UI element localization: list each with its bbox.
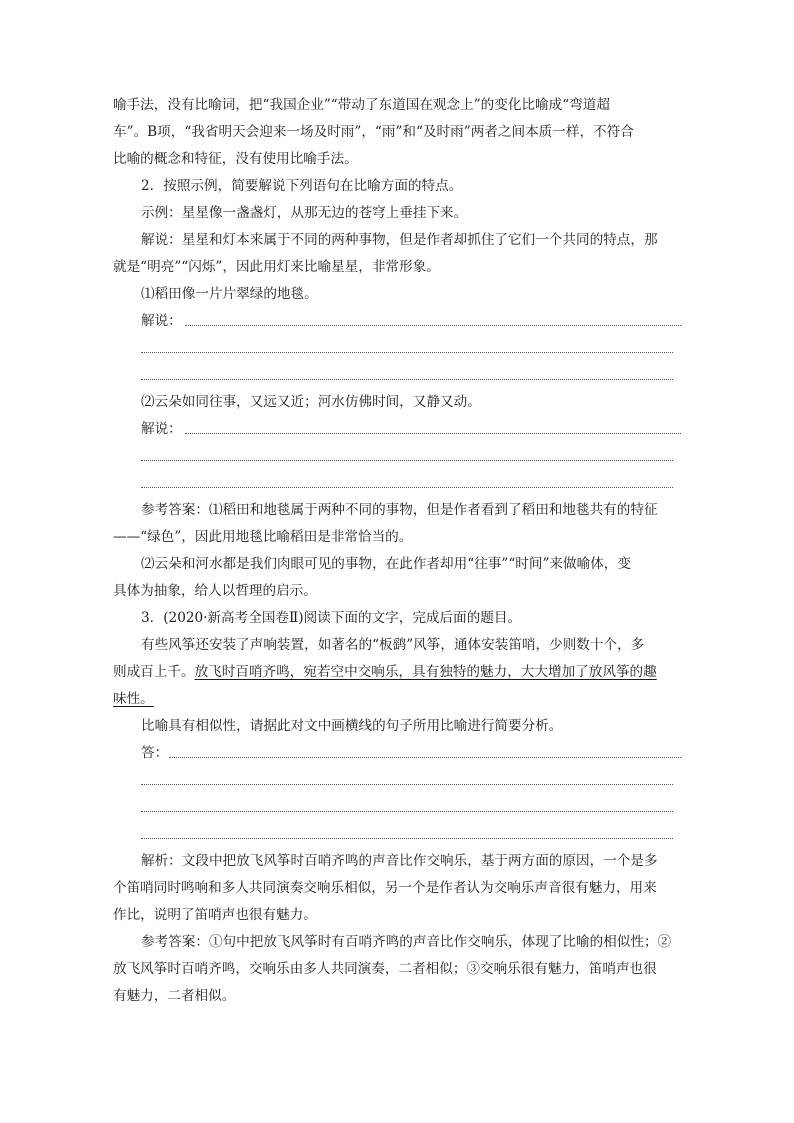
question-2-explanation-cont: 就是“明亮”“闪烁”，因此用灯来比喻星星，非常形象。 xyxy=(113,259,440,275)
answer-line[interactable] xyxy=(113,362,681,389)
question-3-passage-cont xyxy=(113,686,681,713)
question-3-passage: 有些风筝还安装了声响装置，如著名的“板鹞”风筝，通体安装笛哨，少则数十个，多 xyxy=(141,637,645,653)
question-3-title: 3．(2020·新高考全国卷Ⅱ)阅读下面的文字，完成后面的题目。 xyxy=(141,610,522,626)
question-2-answer-2: ⑵云朵和河水都是我们肉眼可见的事物，在此作者却用“往事”“时间”来做喻体，变 xyxy=(141,556,631,572)
answer-line[interactable] xyxy=(113,308,681,335)
answer-line[interactable] xyxy=(113,740,681,767)
dotted-rule xyxy=(185,325,681,326)
dotted-rule xyxy=(141,811,673,812)
dotted-rule xyxy=(141,838,673,839)
question-3-answer-cont: 有魅力，二者相似。 xyxy=(113,988,236,1004)
underlined-sentence: 味性。 xyxy=(113,691,154,707)
dotted-rule xyxy=(169,757,681,758)
answer-label: 解说： xyxy=(141,313,182,329)
passage-text: 则成百上千。 xyxy=(113,664,195,680)
question-3-answer: 参考答案：①句中把放飞风筝时有百哨齐鸣的声音比作交响乐，体现了比喻的相似性；② xyxy=(141,934,672,950)
question-2-explanation: 解说：星星和灯本来属于不同的两种事物，但是作者却抓住了它们一个共同的特点，那 xyxy=(141,232,658,248)
answer-line[interactable] xyxy=(113,416,681,443)
dotted-rule xyxy=(141,379,673,380)
question-3-analysis-cont: 作比，说明了笛哨声也很有魅力。 xyxy=(113,907,317,923)
answer-line[interactable] xyxy=(113,470,681,497)
paragraph-line: 喻手法，没有比喻词，把“我国企业”“带动了东道国在观念上”的变化比喻成“弯道超 xyxy=(113,97,610,113)
question-3-prompt: 比喻具有相似性，请据此对文中画横线的句子所用比喻进行简要分析。 xyxy=(141,718,563,734)
paragraph-line: 车”。B项，“我省明天会迎来一场及时雨”，“雨”和“及时雨”两者之间本质一样，不符合 xyxy=(113,124,634,140)
dotted-rule xyxy=(141,460,673,461)
answer-line[interactable] xyxy=(113,767,681,794)
question-2-item-1: ⑴稻田像一片片翠绿的地毯。 xyxy=(141,286,318,302)
question-2-title: 2．按照示例，简要解说下列语句在比喻方面的特点。 xyxy=(141,178,463,194)
answer-label: 解说： xyxy=(141,421,182,437)
document-content xyxy=(113,92,681,1010)
answer-line[interactable] xyxy=(113,794,681,821)
underlined-sentence: 放飞时百哨齐鸣，宛若空中交响乐，具有独特的魅力，大大增加了放风筝的趣 xyxy=(194,664,657,680)
dotted-rule xyxy=(141,352,673,353)
question-3-passage-cont xyxy=(113,659,681,686)
question-2-answer-1-cont: ——“绿色”，因此用地毯比喻稻田是非常恰当的。 xyxy=(113,529,413,545)
answer-label: 答： xyxy=(141,745,169,761)
answer-line[interactable] xyxy=(113,443,681,470)
dotted-rule xyxy=(141,487,673,488)
question-2-answer-1: 参考答案：⑴稻田和地毯属于两种不同的事物，但是作者看到了稻田和地毯共有的特征 xyxy=(141,502,658,518)
answer-line[interactable] xyxy=(113,335,681,362)
question-2-item-2: ⑵云朵如同往事，又远又近；河水仿佛时间，又静又动。 xyxy=(141,394,481,410)
question-2-answer-2-cont: 具体为抽象，给人以哲理的启示。 xyxy=(113,583,317,599)
question-3-answer-cont: 放飞风筝时百哨齐鸣，交响乐由多人共同演奏，二者相似；③交响乐很有魅力，笛哨声也很 xyxy=(113,961,657,977)
dotted-rule xyxy=(141,784,673,785)
question-2-example: 示例：星星像一盏盏灯，从那无边的苍穹上垂挂下来。 xyxy=(141,205,468,221)
paragraph-line: 比喻的概念和特征，没有使用比喻手法。 xyxy=(113,151,358,167)
answer-line[interactable] xyxy=(113,821,681,848)
question-3-analysis: 解析：文段中把放飞风筝时百哨齐鸣的声音比作交响乐，基于两方面的原因，一个是多 xyxy=(141,853,658,869)
dotted-rule xyxy=(185,433,681,434)
question-3-analysis-cont: 个笛哨同时鸣响和多人共同演奏交响乐相似，另一个是作者认为交响乐声音很有魅力，用来 xyxy=(113,880,657,896)
